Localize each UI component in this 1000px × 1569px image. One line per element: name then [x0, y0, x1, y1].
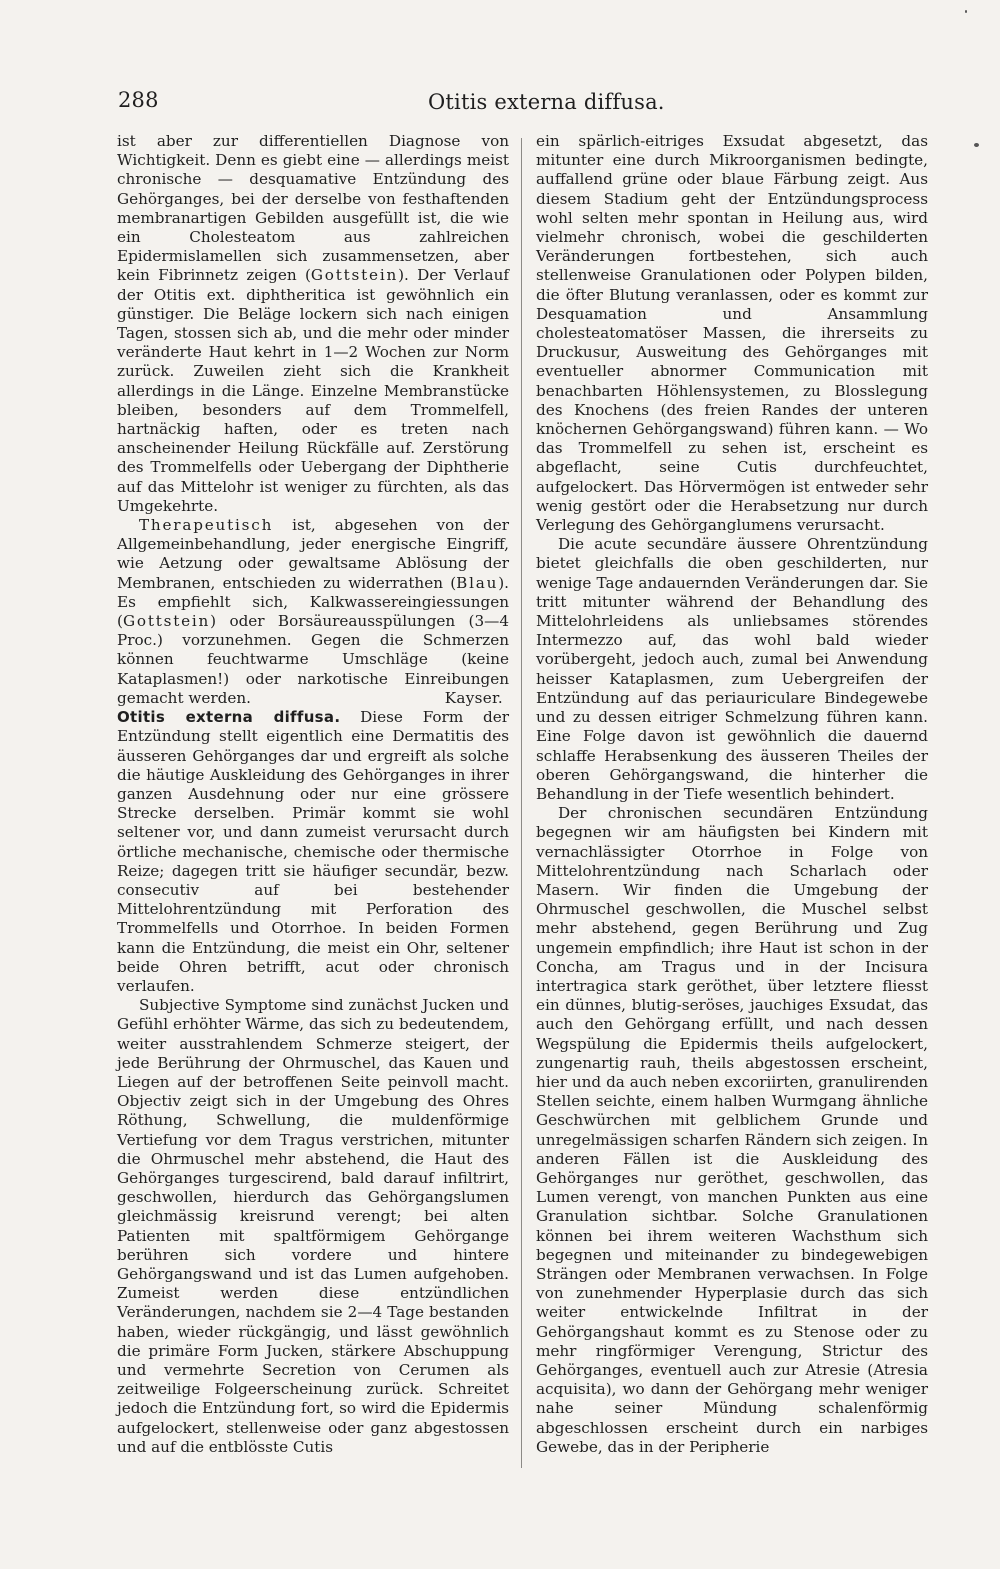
author-name: Gottstein: [310, 266, 399, 285]
paragraph-text: Diese Form der Entzündung stellt eigentlich eine Dermatitis des äusseren Gehörganges dar und ergreift als solche die häutige Auskleidung des Gehörganges in ihrer ganzen Ausdehnung oder nur eine grössere Strecke derselben. Primär kommt sie wohl seltener vor, und dann zumeist verursacht durch örtliche mechanische, chemische oder thermische Reize; dagegen tritt sie häufiger secundär, bezw. consecutiv auf bei bestehender Mittelohrentzündung mit Perforation des Trommelfells und Otorrhoe. In beiden Formen kann die Entzündung, die meist ein Ohr, seltener beide Ohren betrifft, acut oder chronisch verlaufen.: [117, 708, 509, 995]
paragraph-chronic-secondary: [536, 804, 928, 1457]
paragraph-otitis-diffusa: [117, 708, 509, 996]
emphasis-term: Therapeutisch: [139, 516, 274, 535]
author-name: Gottstein: [122, 612, 211, 631]
author-name: Blau: [456, 573, 499, 592]
paragraph-symptoms: [117, 996, 509, 1457]
paragraph-text: Subjective Symptome sind zunächst Jucken und Gefühl erhöhter Wärme, das sich zu bedeutendem, weiter ausstrahlendem Schmerze steigert, der jede Berührung der Ohrmuschel, das Kauen und Liegen auf der betroffenen Seite peinvoll macht. Objectiv zeigt sich in der Umgebung des Ohres Röthung, Schwellung, die muldenförmige Vertiefung vor dem Tragus verstrichen, mitunter die Ohrmuschel mehr abstehend, die Haut des Gehörganges turgescirend, bald darauf infiltrirt, geschwollen, hierdurch das Gehörgangslumen gleichmässig kreisrund verengt; bei alten Patienten mit spaltförmigem Gehörgange berühren sich vordere und hintere Gehörgangswand und ist das Lumen aufgehoben. Zumeist werden diese entzündlichen Veränderungen, nachdem sie 2—4 Tage bestanden haben, wieder rückgängig, und lässt gewöhnlich die primäre Form Jucken, stärkere Abschuppung und vermehrte Secretion von Cerumen als zeitweilige Folgeerscheinung zurück. Schreitet jedoch die Entzündung fort, so wird die Epidermis aufgelockert, stellenweise oder ganz abgestossen und auf die entblösste Cutis: [117, 996, 509, 1456]
page-number: 288: [118, 88, 159, 112]
ink-speck: [965, 10, 967, 13]
paragraph-therapy: [117, 516, 509, 708]
section-heading: Otitis externa diffusa.: [117, 708, 341, 727]
left-column: [117, 132, 509, 1457]
paragraph-text: ist aber zur differentiellen Diagnose von Wichtigkeit. Denn es giebt eine — allerdings meist chronische — desquamative Entzündung des Gehörganges, bei der derselbe von festhaftenden membranartigen Gebilden ausgefüllt ist, die wie ein Cholesteatom aus zahlreichen Epidermislamellen sich zusammensetzen, aber kein Fibrinnetz zeigen (: [117, 132, 509, 285]
paragraph-diagnosis: [117, 132, 509, 516]
ink-speck: [974, 143, 979, 147]
paragraph-text: Die acute secundäre äussere Ohrentzündung bietet gleichfalls die oben geschilderten, nur wenige Tage andauernden Veränderungen dar. Sie tritt mitunter während der Behandlung des Mittelohrleidens als unliebsames störendes Intermezzo auf, das wohl bald wieder vorübergeht, jedoch auch, zumal bei Anwendung heisser Kataplasmen, zum Uebergreifen der Entzündung auf das periauriculare Bindegewebe und zu dessen eitriger Schmelzung führen kann. Eine Folge davon ist gewöhnlich die dauernd schlaffe Herabsenkung des äusseren Theiles der oberen Gehörgangswand, die hinterher die Behandlung in der Tiefe wesentlich behindert.: [536, 535, 928, 803]
paragraph-text: ein spärlich-eitriges Exsudat abgesetzt, das mitunter eine durch Mikroorganismen bedingte, auffallend grüne oder blaue Färbung zeigt. Aus diesem Stadium geht der Entzündungsprocess wohl selten mehr spontan in Heilung aus, wird vielmehr chronisch, wobei die geschilderten Veränderungen fortbestehen, sich auch stellenweise Granulationen oder Polypen bilden, die öfter Blutung veranlassen, oder es kommt zur Desquamation und Ansammlung cholesteatomatöser Massen, die ihrerseits zu Druckusur, Ausweitung des Gehörganges mit eventueller abnormer Communication mit benachbarten Höhlensystemen, zu Blosslegung des Knochens (des freien Randes der unteren knöchernen Gehörgangswand) führen kann. — Wo das Trommelfell zu sehen ist, erscheint es abgeflacht, seine Cutis durchfeuchtet, aufgelockert. Das Hörvermögen ist entweder sehr wenig gestört oder die Herabsetzung nur durch Verlegung des Gehörganglumens verursacht.: [536, 132, 928, 535]
right-column: [536, 132, 928, 1457]
paragraph-text: Der chronischen secundären Entzündung begegnen wir am häufigsten bei Kindern mit vernachlässigter Otorrhoe in Folge von Mittelohrentzündung nach Scharlach oder Masern. Wir finden die Umgebung der Ohrmuschel geschwollen, die Muschel selbst mehr abstehend, gegen Berührung und Zug ungemein empfindlich; ihre Haut ist schon in der Concha, am Tragus und in der Incisura intertragica stark geröthet, über letztere fliesst ein dünnes, blutig-seröses, jauchiges Exsudat, das auch den Gehörgang erfüllt, und nach dessen Wegspülung die Epidermis theils aufgelockert, zungenartig rauh, theils abgestossen erscheint, hier und da auch neben excoriirten, granulirenden Stellen seichte, einem halben Wurmgang ähnliche Geschwürchen mit gelblichem Grunde und unregelmässigen scharfen Rändern sich zeigen. In anderen Fällen ist die Auskleidung des Gehörganges nur geröthet, geschwollen, das Lumen verengt, von manchen Punkten aus eine Granulation sichtbar. Solche Granulationen können bei ihrem weiteren Wachsthum sich begegnen und miteinander zu bindegewebigen Strängen oder Membranen verwachsen. In Folge von zunehmender Hyperplasie durch das sich weiter entwickelnde Infiltrat in der Gehörgangshaut kommt es zu Stenose oder zu mehr ringförmiger Verengung, Strictur des Gehörganges, eventuell auch zur Atresie (Atresia acquisita), wo dann der Gehörgang mehr weniger nahe seiner Mündung schalenförmig abgeschlossen erscheint durch ein narbiges Gewebe, das in der Peripherie: [536, 804, 928, 1456]
paragraph-text: ist, abgesehen von der Allgemeinbehandlung, jeder energische Eingriff, wie Aetzung oder gewaltsame Ablösung der Membranen, entschieden zu widerrathen (: [117, 516, 509, 592]
paragraph-acute-secondary: [536, 535, 928, 804]
paragraph-text: ). Der Verlauf der Otitis ext. diphtheritica ist gewöhnlich ein günstiger. Die Beläge lockern sich nach einigen Tagen, stossen sich ab, und die mehr oder minder veränderte Haut kehrt in 1—2 Wochen zur Norm zurück. Zuweilen zieht sich die Krankheit allerdings in die Länge. Einzelne Membranstücke bleiben, besonders auf dem Trommelfell, hartnäckig haften, oder es treten nach anscheinender Heilung Rückfälle auf. Zerstörung des Trommelfells oder Uebergang der Diphtherie auf das Mittelohr ist weniger zu fürchten, als das Umgekehrte.: [117, 266, 509, 515]
paragraph-exudate: [536, 132, 928, 535]
paragraph-text: ) oder Borsäureausspülungen (3—4 Proc.) vorzunehmen. Gegen die Schmerzen können feuchtwarme Umschläge (keine Kataplasmen!) oder narkotische Einreibungen gemacht werden.: [117, 612, 509, 707]
running-title: Otitis externa diffusa.: [428, 90, 665, 114]
author-signature: Kayser.: [444, 688, 503, 707]
column-divider: [521, 138, 522, 1468]
paragraph-text: ). Es empfiehlt sich, Kalkwassereingiessungen (: [117, 573, 509, 631]
